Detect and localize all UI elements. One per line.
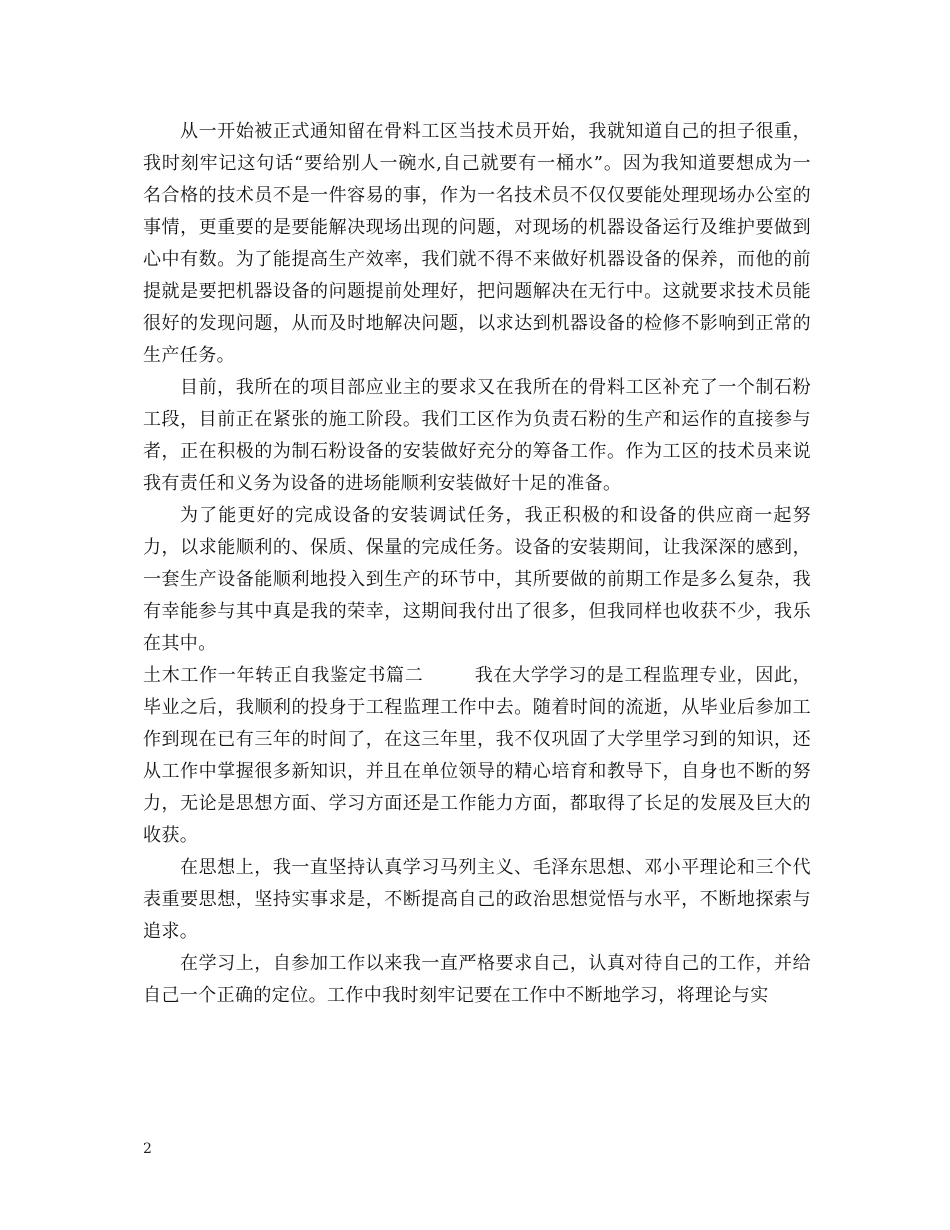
- page-number: 2: [143, 1141, 152, 1157]
- section-two-intro: [143, 660, 811, 852]
- paragraph-stone-powder-section: 目前，我所在的项目部应业主的要求又在我所在的骨料工区补充了一个制石粉工段，目前正在紧张的施工阶段。我们工区作为负责石粉的生产和运作的直接参与者，正在积极的为制石粉设备的安装做好充分的筹备工作。作为工区的技术员来说我有责任和义务为设备的进场能顺利安装做好十足的准备。: [143, 377, 811, 494]
- document-body: [143, 116, 811, 1012]
- section-gap: [423, 665, 474, 686]
- section-heading: 土木工作一年转正自我鉴定书篇二: [143, 665, 424, 686]
- paragraph-thought: 在思想上，我一直坚持认真学习马列主义、毛泽东思想、邓小平理论和三个代表重要思想，坚持实事求是，不断提高自己的政治思想觉悟与水平，不断地探索与追求。: [143, 857, 811, 942]
- paragraph-technician-duty: 从一开始被正式通知留在骨料工区当技术员开始，我就知道自己的担子很重，我时刻牢记这句话“要给别人一碗水,自己就要有一桶水”。因为我知道要想成为一名合格的技术员不是一件容易的事，作为一名技术员不仅仅要能处理现场办公室的事情，更重要的是要能解决现场出现的问题，对现场的机器设备运行及维护要做到心中有数。为了能提高生产效率，我们就不得不来做好机器设备的保养，而他的前提就是要把机器设备的问题提前处理好，把问题解决在无行中。这就要求技术员能很好的发现问题，从而及时地解决问题，以求达到机器设备的检修不影响到正常的生产任务。: [143, 121, 811, 366]
- paragraph-study: 在学习上，自参加工作以来我一直严格要求自己，认真对待自己的工作，并给自己一个正确的定位。工作中我时刻牢记要在工作中不断地学习，将理论与实: [143, 953, 811, 1006]
- paragraph-installation-task: 为了能更好的完成设备的安装调试任务，我正积极的和设备的供应商一起努力，以求能顺利的、保质、保量的完成任务。设备的安装期间，让我深深的感到，一套生产设备能顺利地投入到生产的环节中，其所要做的前期工作是多么复杂，我有幸能参与其中真是我的荣幸，这期间我付出了很多，但我同样也收获不少，我乐在其中。: [143, 505, 811, 654]
- section-lead-text: 我在大学学习的是工程监理专业，因此，毕业之后，我顺利的投身于工程监理工作中去。随着时间的流逝，从毕业后参加工作到现在已有三年的时间了，在这三年里，我不仅巩固了大学里学习到的知识，还从工作中掌握很多新知识，并且在单位领导的精心培育和教导下，自身也不断的努力，无论是思想方面、学习方面还是工作能力方面，都取得了长足的发展及巨大的收获。: [143, 665, 811, 846]
